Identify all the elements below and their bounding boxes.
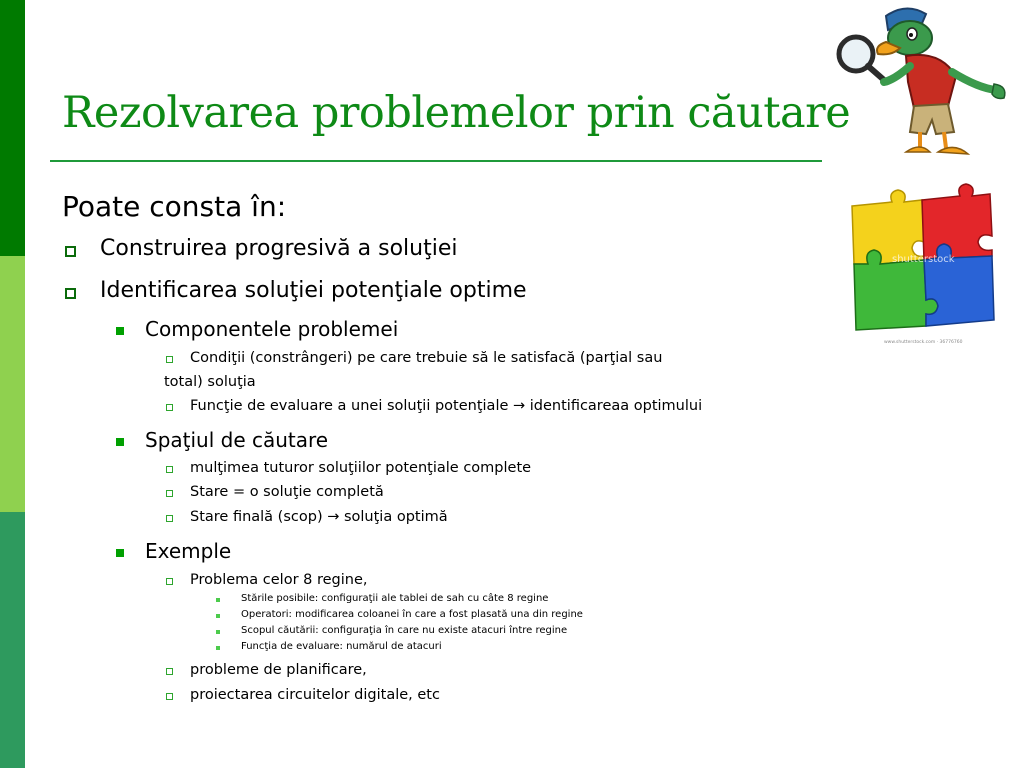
list-item: Stările posibile: configuraţii ale tablei de sah cu câte 8 regine	[241, 593, 549, 604]
list-item: probleme de planificare,	[190, 662, 367, 678]
list-item: mulţimea tuturor soluţiilor potenţiale complete	[190, 460, 532, 476]
small-square-bullet-icon	[166, 693, 173, 700]
list-item: Funcţia de evaluare: numărul de atacuri	[241, 641, 442, 652]
small-square-bullet-icon	[166, 490, 173, 497]
list-item: Spaţiul de căutare	[145, 428, 329, 452]
list-item: Operatori: modificarea coloanei în care a fost plasată una din regine	[241, 609, 583, 620]
square-bullet-icon	[65, 288, 76, 299]
tiny-bullet-icon	[216, 630, 220, 634]
list-item: Condiţii (constrângeri) pe care trebuie să le satisfacă (parţial sau	[190, 350, 663, 366]
list-item: Scopul căutării: configuraţia în care nu existe atacuri între regine	[241, 625, 568, 636]
list-item: Stare = o soluţie completă	[190, 484, 384, 500]
filled-bullet-icon	[116, 327, 124, 335]
duck-detective-icon	[828, 2, 1023, 162]
tiny-bullet-icon	[216, 646, 220, 650]
list-item-continuation: total) soluţia	[164, 374, 256, 390]
list-item: Stare finală (scop) → soluţia optimă	[190, 509, 448, 525]
slide-title: Rezolvarea problemelor prin căutare	[62, 88, 851, 138]
square-bullet-icon	[65, 246, 76, 257]
filled-bullet-icon	[116, 438, 124, 446]
small-square-bullet-icon	[166, 356, 173, 363]
small-square-bullet-icon	[166, 668, 173, 675]
tiny-bullet-icon	[216, 598, 220, 602]
list-item: Exemple	[145, 539, 232, 563]
list-item: Componentele problemei	[145, 317, 399, 341]
small-square-bullet-icon	[166, 515, 173, 522]
list-item: Construirea progresivă a soluţiei	[100, 236, 458, 261]
tiny-bullet-icon	[216, 614, 220, 618]
puzzle-pieces-icon	[840, 180, 1000, 345]
filled-bullet-icon	[116, 549, 124, 557]
small-square-bullet-icon	[166, 404, 173, 411]
puzzle-watermark: shutterstock	[892, 254, 955, 265]
list-item: Problema celor 8 regine,	[190, 572, 368, 588]
puzzle-credit: www.shutterstock.com · 36776760	[884, 340, 963, 345]
intro-text: Poate consta în:	[62, 190, 287, 223]
small-square-bullet-icon	[166, 578, 173, 585]
list-item: proiectarea circuitelor digitale, etc	[190, 687, 440, 703]
list-item: Identificarea soluţiei potenţiale optime	[100, 278, 527, 303]
list-item: Funcţie de evaluare a unei soluţii potenţiale → identificareaa optimului	[190, 398, 703, 414]
small-square-bullet-icon	[166, 466, 173, 473]
